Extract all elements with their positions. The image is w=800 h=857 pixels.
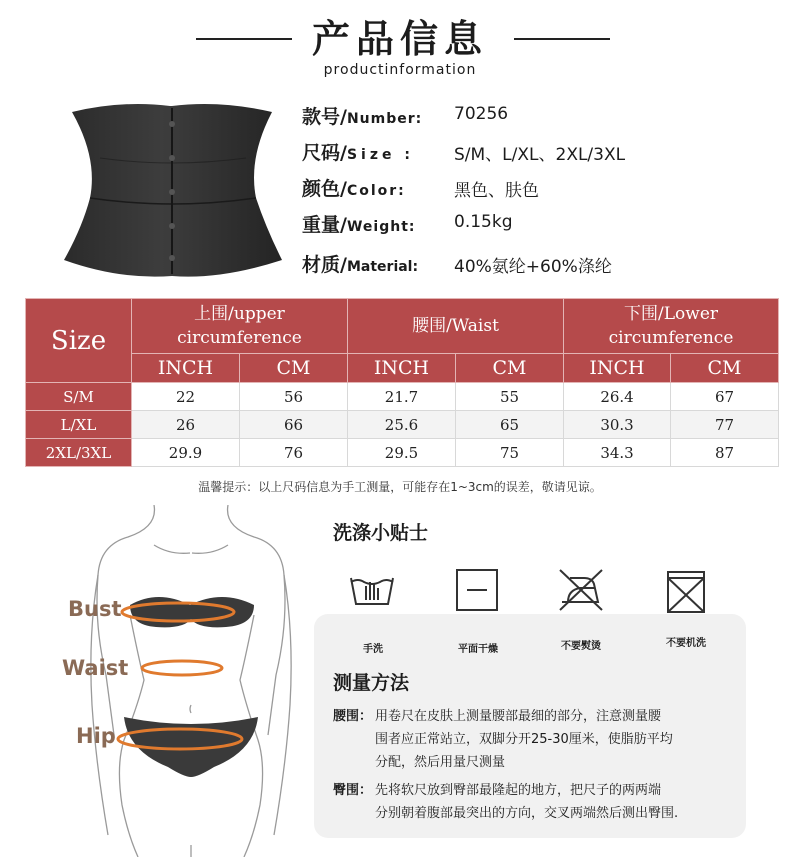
no-machine-wash-icon (662, 566, 710, 614)
table-cell: 66 (240, 411, 348, 439)
table-row (26, 383, 779, 411)
spec-color: 颜色 / Color: 黑色、肤色 (302, 178, 539, 201)
care-tips-title: 洗涤小贴士 (333, 522, 429, 544)
table-cell: 29.9 (132, 439, 240, 467)
spec-number: 款号 / Number: 70256 (302, 104, 509, 128)
size-header: Size (26, 299, 132, 383)
flat-dry-icon (453, 566, 501, 614)
unit-header: CM (456, 354, 564, 383)
care-label-flat-dry: 平面干燥 (458, 644, 498, 655)
care-label-no-machine-wash: 不要机洗 (666, 638, 706, 649)
unit-header: CM (671, 354, 779, 383)
hip-measure-text: 臀围： 先将软尺放到臀部最隆起的地方，把尺子的两两端 分别朝着腹部最突出的方向，交叉两端然后测出臀围. (333, 783, 679, 821)
waist-trainer-image (60, 98, 288, 284)
table-cell: 75 (456, 439, 564, 467)
table-cell: 65 (456, 411, 564, 439)
table-cell: 26 (132, 411, 240, 439)
spec-color-value: 黑色、肤色 (454, 181, 539, 201)
table-cell: 26.4 (564, 383, 671, 411)
waist-header: 腰围/Waist (348, 299, 564, 354)
table-cell: 34.3 (564, 439, 671, 467)
spec-weight-value: 0.15kg (454, 212, 513, 232)
table-cell: 21.7 (348, 383, 456, 411)
care-label-no-iron: 不要熨烫 (561, 641, 601, 652)
spec-size: 尺码 / Size : S/M、L/XL、2XL/3XL (302, 142, 626, 165)
row-size-label: L/XL (26, 411, 132, 439)
row-size-label: S/M (26, 383, 132, 411)
table-cell: 29.5 (348, 439, 456, 467)
unit-header: INCH (348, 354, 456, 383)
bust-label: Bust (68, 597, 122, 621)
size-table (25, 298, 779, 467)
table-cell: 22 (132, 383, 240, 411)
table-cell: 30.3 (564, 411, 671, 439)
spec-material: 材质 / Material: 40%氨纶+60%涤纶 (302, 254, 612, 277)
lower-circumference-header: 下围/Lower circumference (564, 299, 779, 354)
waist-label: Waist (62, 656, 129, 680)
no-iron-icon (556, 566, 604, 614)
table-row (26, 439, 779, 467)
table-cell: 87 (671, 439, 779, 467)
table-cell: 55 (456, 383, 564, 411)
care-label-hand-wash: 手洗 (363, 644, 383, 655)
table-cell: 25.6 (348, 411, 456, 439)
table-cell: 76 (240, 439, 348, 467)
table-cell: 77 (671, 411, 779, 439)
measure-title: 测量方法 (333, 672, 410, 694)
upper-circumference-header: 上围/upper circumference (132, 299, 348, 354)
spec-weight: 重量 / Weight: 0.15kg (302, 212, 513, 236)
unit-header: CM (240, 354, 348, 383)
hip-label: Hip (76, 724, 116, 748)
unit-header: INCH (132, 354, 240, 383)
measurement-note: 温馨提示：以上尺码信息为手工测量，可能存在1~3cm的误差，敬请见谅。 (198, 480, 602, 494)
hand-wash-icon (348, 566, 396, 614)
page-title: 产品信息 (311, 17, 488, 61)
spec-number-value: 70256 (454, 104, 509, 124)
waist-measure-text: 腰围： 用卷尺在皮肤上测量腰部最细的部分，注意测量腰 围者应正常站立，双脚分开25-30厘米，使脂肪平均 分配，然后用量尺测量 (333, 709, 673, 770)
body-measurement-figure (58, 505, 316, 857)
page-subtitle: productinformation (323, 62, 477, 78)
table-row (26, 411, 779, 439)
spec-material-value: 40%氨纶+60%涤纶 (454, 257, 612, 277)
spec-size-value: S/M、L/XL、2XL/3XL (454, 145, 626, 165)
unit-header: INCH (564, 354, 671, 383)
table-cell: 56 (240, 383, 348, 411)
row-size-label: 2XL/3XL (26, 439, 132, 467)
table-cell: 67 (671, 383, 779, 411)
